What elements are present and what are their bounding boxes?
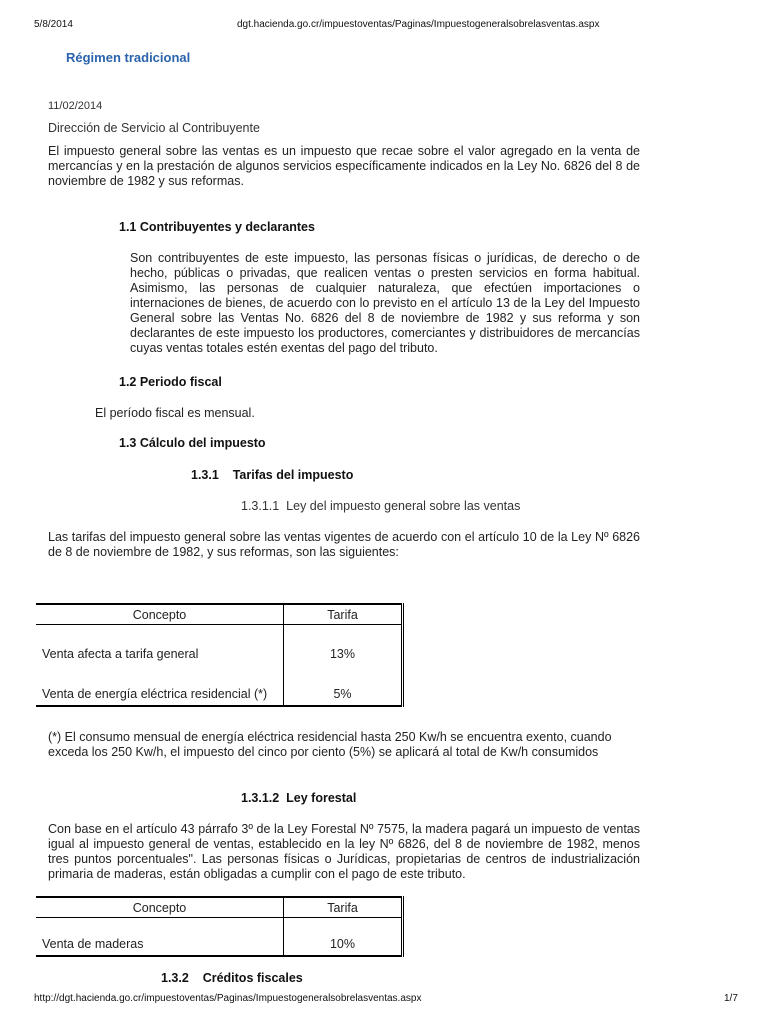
department-name: Dirección de Servicio al Contribuyente	[48, 121, 260, 135]
table-header-cell: Concepto	[36, 604, 284, 625]
tarifas-paragraph: Las tarifas del impuesto general sobre las ventas vigentes de acuerdo con el artículo 10 de la Ley Nº 6826 de 8 de noviembre de 1982, y sus reformas, son las siguientes:	[48, 530, 640, 559]
table-cell: 13%	[284, 625, 403, 666]
table-cell: 10%	[284, 918, 403, 957]
footnote-paragraph: (*) El consumo mensual de energía eléctrica residencial hasta 250 Kw/h se encuentra exento, cuando exceda los 250 Kw/h, el impuesto del cinco por ciento (5%) se aplicará al total de Kw/h consumidos	[48, 730, 612, 759]
table-cell: 5%	[284, 665, 403, 706]
table-cell: Venta de maderas	[42, 937, 144, 951]
section-heading-1-3-1-1: 1.3.1.1 Ley del impuesto general sobre las ventas	[241, 499, 521, 513]
section-1-2-paragraph: El período fiscal es mensual.	[95, 406, 255, 420]
table-header-cell: Concepto	[36, 897, 284, 918]
section-heading-1-2: 1.2 Periodo fiscal	[119, 375, 222, 389]
print-page-number: 1/7	[724, 993, 738, 1004]
forestal-table	[36, 896, 404, 957]
page-title: Régimen tradicional	[66, 50, 191, 65]
forestal-paragraph: Con base en el artículo 43 párrafo 3º de la Ley Forestal Nº 7575, la madera pagará un impuesto de ventas igual al impuesto general de ventas, establecido en la ley Nº 6826, del 8 de noviembre de 1982, menos tres puntos porcentuales". Las personas físicas o Jurídicas, propietarias de centros de industrialización primaria de maderas, están obligadas a cumplir con el pago de este tributo.	[48, 822, 640, 881]
table-row	[36, 665, 403, 706]
print-footer-url: http://dgt.hacienda.go.cr/impuestoventas/Paginas/Impuestogeneralsobrelasventas.aspx	[34, 993, 422, 1004]
section-heading-1-3-1-2: 1.3.1.2 Ley forestal	[241, 791, 357, 805]
section-heading-1-3: 1.3 Cálculo del impuesto	[119, 436, 266, 450]
intro-paragraph: El impuesto general sobre las ventas es un impuesto que recae sobre el valor agregado en la venta de mercancías y en la prestación de algunos servicios específicamente indicados en la Ley No. 6826 del 8 de noviembre de 1982 y sus reformas.	[48, 144, 640, 188]
table-row	[36, 918, 403, 957]
table-header-row	[36, 604, 403, 625]
print-url: dgt.hacienda.go.cr/impuestoventas/Paginas/Impuestogeneralsobrelasventas.aspx	[237, 19, 600, 30]
table-cell: Venta afecta a tarifa general	[42, 647, 199, 661]
table-header-row	[36, 897, 403, 918]
table-cell: Venta de energía eléctrica residencial (*)	[42, 687, 268, 701]
table-header-cell: Tarifa	[284, 897, 403, 918]
section-1-1-paragraph: Son contribuyentes de este impuesto, las personas físicas o jurídicas, de derecho o de hecho, públicas o privadas, que realicen ventas o presten servicios en forma habitual. Asimismo, las personas de cualquier naturaleza, que efectúen importaciones o internaciones de bienes, de acuerdo con lo previsto en el artículo 13 de la Ley del Impuesto General sobre las Ventas No. 6826 del 8 de noviembre de 1982 y sus reforma y son declarantes de este impuesto los productores, comerciantes y distribuidores de mercancías cuyas ventas totales estén exentas del pago del tributo.	[130, 251, 640, 355]
section-heading-1-1: 1.1 Contribuyentes y declarantes	[119, 220, 315, 234]
table-header-cell: Tarifa	[284, 604, 403, 625]
table-row	[36, 625, 403, 666]
print-date: 5/8/2014	[34, 19, 73, 30]
section-heading-1-3-1: 1.3.1 Tarifas del impuesto	[191, 468, 354, 482]
section-heading-1-3-2: 1.3.2 Créditos fiscales	[161, 971, 303, 985]
publish-date: 11/02/2014	[48, 100, 103, 112]
tarifas-table	[36, 603, 404, 707]
